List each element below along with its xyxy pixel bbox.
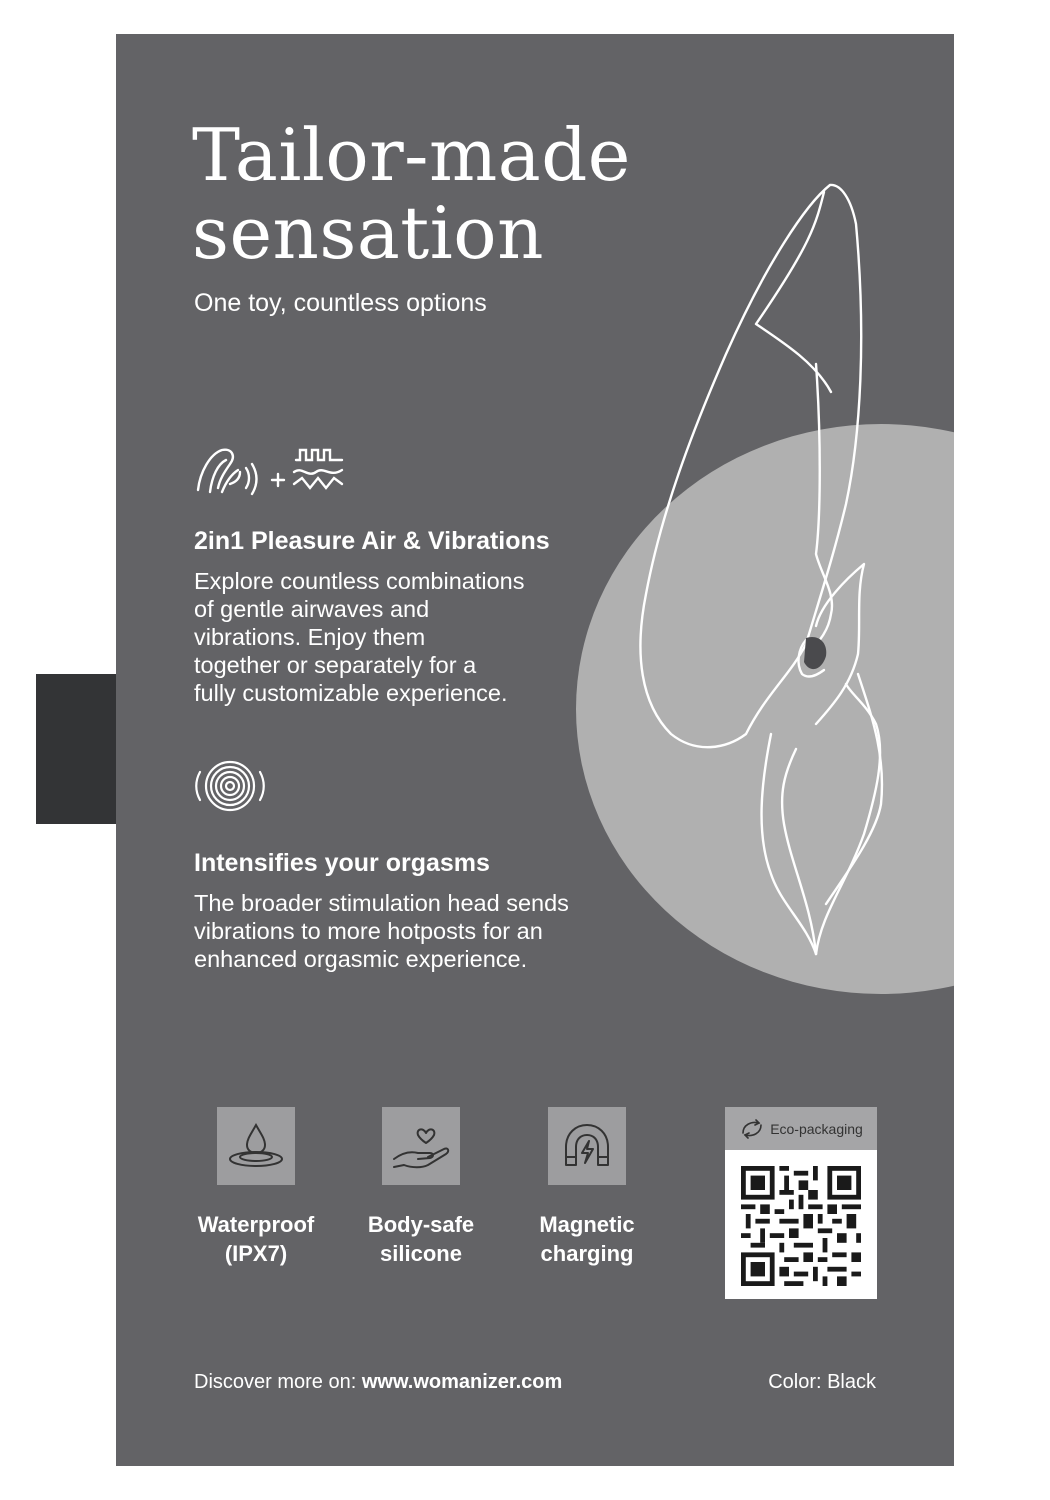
waterproof-badge (217, 1107, 295, 1185)
magnetic-label: Magnetic charging (539, 1212, 635, 1266)
recycle-leaf-icon (739, 1119, 765, 1139)
headline (192, 113, 631, 275)
feature-title-intensifies: Intensifies your orgasms (194, 849, 490, 877)
magnetic-badge (548, 1107, 626, 1185)
qr-code-icon (741, 1166, 861, 1286)
color-label: Color: Black (768, 1371, 876, 1393)
waterdrop-icon (217, 1107, 295, 1185)
eco-header (725, 1107, 877, 1150)
waterproof-label: Waterproof (IPX7) (197, 1212, 315, 1266)
headline-line-1: Tailor-made (192, 113, 631, 197)
feature-body-air-vibrations: Explore countless combinations of gentle airwaves and vibrations. Enjoy them together or separately for a fully customizable experience. (194, 568, 525, 706)
eco-label: Eco-packaging (770, 1120, 863, 1137)
feature-body-intensifies: The broader stimulation head sends vibrations to more hotposts for an enhanced orgasmic experience. (194, 890, 569, 972)
body-safe-label: Body-safe silicone (367, 1212, 475, 1266)
subtitle: One toy, countless options (194, 289, 487, 317)
headline-line-2: sensation (192, 191, 544, 275)
eco-packaging-box (725, 1107, 877, 1299)
hand-heart-icon (382, 1107, 460, 1185)
website-link[interactable]: www.womanizer.com (361, 1371, 563, 1393)
magnet-charging-icon (548, 1107, 626, 1185)
side-tab (36, 674, 116, 824)
concentric-vibration-icon (192, 756, 268, 816)
package-panel (116, 34, 954, 1466)
discover-line (194, 1371, 562, 1394)
discover-prefix: Discover more on: (194, 1371, 362, 1393)
feature-title-air-vibrations: 2in1 Pleasure Air & Vibrations (194, 527, 550, 555)
body-safe-badge (382, 1107, 460, 1185)
pleasure-air-plus-vibration-icon (192, 442, 352, 502)
